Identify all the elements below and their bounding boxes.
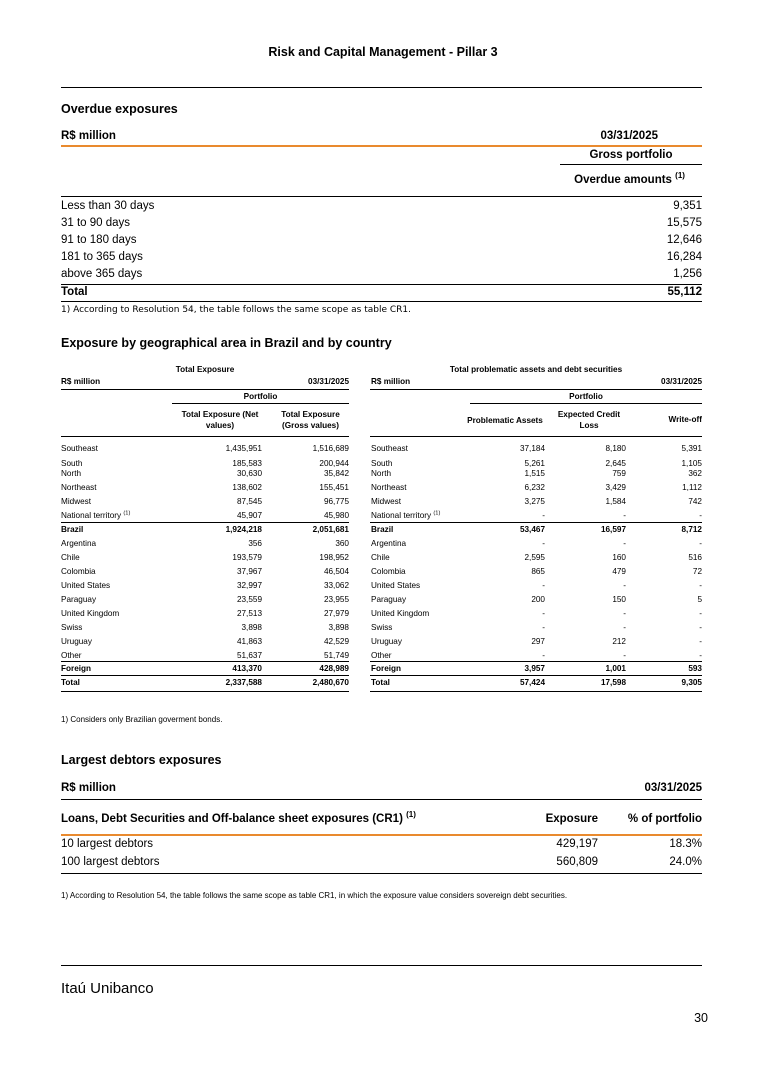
geo-row-writeoff: -	[699, 637, 702, 646]
debtors-row-label: 100 largest debtors	[61, 856, 160, 868]
geo-row-net: 87,545	[236, 497, 262, 506]
geo-row-label-right: Total	[371, 678, 390, 687]
geo-row-problematic: 2,595	[524, 553, 545, 562]
overdue-orange-rule	[61, 145, 702, 147]
geo-row-writeoff: 1,105	[681, 459, 702, 468]
geo-row-gross: 198,952	[319, 553, 349, 562]
geo-row-problematic: 6,232	[524, 483, 545, 492]
geo-row-label: North	[61, 469, 82, 478]
debtors-row-pct: 24.0%	[669, 856, 702, 868]
geo-row-gross: 96,775	[323, 497, 349, 506]
geo-row-writeoff: -	[699, 651, 702, 660]
geo-row-problematic: -	[542, 539, 545, 548]
geo-row-label: Swiss	[61, 623, 83, 632]
geo-row-label-right: South	[371, 459, 393, 468]
geo-row-label: United States	[61, 581, 111, 590]
geo-row-gross: 1,516,689	[312, 444, 349, 453]
geo-row-label: Total	[61, 678, 80, 687]
debtors-unit: R$ million	[61, 782, 116, 794]
geo-row-label-right: United Kingdom	[371, 609, 430, 618]
geo-col-gross: Total Exposure (Gross values)	[281, 410, 340, 430]
geo-row-net: 41,863	[236, 637, 262, 646]
geo-row-label-right: National territory $^{(1)}$	[371, 510, 441, 520]
geo-row-problematic: 5,261	[524, 459, 545, 468]
geo-row-net: 37,967	[236, 567, 262, 576]
geo-row-net: 1,924,218	[225, 525, 262, 534]
geo-row-gross: 45,980	[323, 511, 349, 520]
geo-row-gross: 23,955	[323, 595, 349, 604]
geo-row-label: United Kingdom	[61, 609, 120, 618]
geo-row-gross: 155,451	[319, 483, 349, 492]
geo-row-label: Other	[61, 651, 82, 660]
geo-left-date: 03/31/2025	[308, 377, 349, 386]
geo-row-ecl: 16,597	[600, 525, 626, 534]
geo-row-net: 356	[248, 539, 262, 548]
geo-left-rule2	[61, 436, 349, 437]
debtors-orange-rule	[61, 834, 702, 836]
geo-left-portfolio-rule	[172, 403, 349, 404]
overdue-total-rule-top	[61, 284, 702, 285]
geo-row-ecl: 17,598	[600, 678, 626, 687]
geo-row-gross: 360	[335, 539, 349, 548]
geo-row-label: Colombia	[61, 567, 96, 576]
geo-row-ecl: 479	[612, 567, 626, 576]
geo-row-problematic: 297	[531, 637, 545, 646]
debtors-col-pct: % of portfolio	[627, 813, 702, 825]
geo-row-writeoff: 72	[692, 567, 702, 576]
geo-row-label-right: United States	[371, 581, 421, 590]
geo-row-net: 1,435,951	[225, 444, 262, 453]
geo-row-problematic: -	[542, 581, 545, 590]
geo-row-label-right: Foreign	[371, 664, 402, 673]
geo-left-portfolio: Portfolio	[243, 392, 278, 401]
debtors-row-exposure: 429,197	[556, 838, 598, 850]
geo-row-problematic: 865	[531, 567, 545, 576]
overdue-row-value: 9,351	[673, 200, 702, 212]
geo-right-subtotal-rule	[370, 522, 702, 523]
geo-row-net: 32,997	[236, 581, 262, 590]
debtors-bottom-rule	[61, 873, 702, 874]
geo-row-writeoff: 1,112	[682, 483, 702, 492]
geo-row-problematic: -	[542, 609, 545, 618]
geo-row-writeoff: -	[699, 511, 702, 520]
geo-row-writeoff: 5	[697, 595, 702, 604]
geo-right-portfolio-rule	[470, 403, 702, 404]
geo-row-ecl: -	[623, 651, 626, 660]
geo-col-problematic: Problematic Assets	[467, 416, 543, 425]
debtors-date: 03/31/2025	[644, 782, 702, 794]
geo-row-problematic: -	[542, 511, 545, 520]
geo-row-ecl: 759	[612, 469, 626, 478]
geo-row-writeoff: 8,712	[681, 525, 702, 534]
overdue-row-label: 31 to 90 days	[61, 217, 131, 229]
geo-row-writeoff: -	[699, 539, 702, 548]
debtors-row-exposure: 560,809	[556, 856, 598, 868]
geo-row-net: 3,898	[241, 623, 262, 632]
geo-row-label-right: Colombia	[371, 567, 406, 576]
geo-row-problematic: 57,424	[519, 678, 545, 687]
overdue-row-label: above 365 days	[61, 268, 143, 280]
overdue-total-value: 55,112	[667, 286, 702, 298]
geo-row-label: Midwest	[61, 497, 92, 506]
geo-row-label-right: North	[371, 469, 392, 478]
geo-row-ecl: 1,001	[605, 664, 626, 673]
geo-row-ecl: -	[623, 581, 626, 590]
geo-row-gross: 51,749	[323, 651, 349, 660]
overdue-header-rule	[61, 196, 702, 197]
overdue-row-label: 181 to 365 days	[61, 251, 143, 263]
geo-row-ecl: -	[623, 511, 626, 520]
overdue-unit: R$ million	[61, 130, 116, 142]
geo-right-portfolio: Portfolio	[569, 392, 603, 401]
debtors-section-title: Largest debtors exposures	[61, 753, 222, 767]
debtors-row-pct: 18.3%	[669, 838, 702, 850]
geo-row-writeoff: 593	[688, 664, 702, 673]
geo-row-ecl: 1,584	[605, 497, 626, 506]
geo-right-unit: R$ million	[371, 377, 411, 386]
geo-row-label: Foreign	[61, 664, 92, 673]
geo-row-gross: 428,989	[319, 664, 349, 673]
geo-row-writeoff: 742	[688, 497, 702, 506]
geo-row-label: Argentina	[61, 539, 97, 548]
overdue-portfolio-rule	[560, 164, 702, 165]
geo-row-writeoff: -	[699, 623, 702, 632]
geo-row-problematic: 37,184	[519, 444, 545, 453]
geo-row-label: Northeast	[61, 483, 97, 492]
overdue-footnote: 1) According to Resolution 54, the table follows the same scope as table CR1.	[61, 305, 411, 315]
overdue-date: 03/31/2025	[600, 130, 658, 142]
geo-row-ecl: -	[623, 539, 626, 548]
geo-row-label: Uruguay	[61, 637, 92, 646]
geo-row-label: Chile	[61, 553, 80, 562]
overdue-section-title: Overdue exposures	[61, 102, 178, 116]
overdue-row-label: Less than 30 days	[61, 200, 155, 212]
geo-row-net: 2,337,588	[225, 678, 262, 687]
overdue-col-header: Overdue amounts $^{(1)}$	[574, 171, 685, 186]
geo-row-ecl: 160	[612, 553, 626, 562]
geo-right-rule1	[370, 389, 702, 390]
geo-left-subtotal-rule	[61, 522, 349, 523]
geo-col-net: Total Exposure (Net values)	[181, 410, 259, 430]
geo-row-net: 193,579	[232, 553, 262, 562]
geo-row-problematic: -	[542, 623, 545, 632]
geo-row-net: 23,559	[236, 595, 262, 604]
header-divider	[61, 87, 702, 88]
geo-col-ecl: Expected Credit Loss	[557, 410, 621, 430]
geo-row-net: 27,513	[236, 609, 262, 618]
overdue-row-value: 15,575	[666, 217, 702, 229]
geo-row-ecl: 2,645	[605, 459, 626, 468]
debtors-row-label: 10 largest debtors	[61, 838, 154, 850]
geo-row-problematic: 3,957	[524, 664, 545, 673]
overdue-total-label: Total	[61, 286, 88, 298]
debtors-col-label: Loans, Debt Securities and Off-balance sheet exposures (CR1) $^{(1)}$	[61, 810, 416, 825]
geo-row-ecl: -	[623, 623, 626, 632]
geo-row-label-right: Northeast	[371, 483, 407, 492]
geo-right-rule2	[370, 436, 702, 437]
geo-left-subtotal-rule	[61, 661, 349, 662]
geo-row-label-right: Argentina	[371, 539, 407, 548]
geo-row-ecl: 8,180	[605, 444, 626, 453]
geo-row-label: Brazil	[61, 525, 84, 534]
geo-right-bottom-rule	[370, 691, 702, 692]
geo-row-ecl: 212	[612, 637, 626, 646]
geo-row-label: South	[61, 459, 83, 468]
geo-row-label: Southeast	[61, 444, 98, 453]
debtors-footnote: 1) According to Resolution 54, the table follows the same scope as table CR1, in which the exposure value considers sovereign debt securities.	[61, 891, 568, 900]
geo-row-ecl: 150	[612, 595, 626, 604]
geo-footnote: 1) Considers only Brazilian goverment bonds.	[61, 715, 223, 724]
geo-left-rule1	[61, 389, 349, 390]
geo-row-gross: 3,898	[328, 623, 349, 632]
geo-row-problematic: -	[542, 651, 545, 660]
geo-right-caption: Total problematic assets and debt securities	[449, 365, 623, 374]
geo-row-writeoff: 5,391	[681, 444, 702, 453]
geo-left-bottom-rule	[61, 691, 349, 692]
geo-row-ecl: 3,429	[605, 483, 626, 492]
page-title: Risk and Capital Management - Pillar 3	[268, 45, 498, 59]
geo-row-net: 138,602	[232, 483, 262, 492]
geo-row-gross: 33,062	[323, 581, 349, 590]
overdue-row-value: 16,284	[666, 251, 702, 263]
geo-row-net: 185,583	[232, 459, 262, 468]
geo-row-label-right: Uruguay	[371, 637, 402, 646]
geo-right-subtotal-rule	[370, 675, 702, 676]
geo-row-net: 30,630	[236, 469, 262, 478]
geo-left-unit: R$ million	[61, 377, 101, 386]
geo-row-label-right: Swiss	[371, 623, 393, 632]
geo-row-label-right: Brazil	[371, 525, 394, 534]
geo-row-gross: 46,504	[323, 567, 349, 576]
geo-right-subtotal-rule	[370, 661, 702, 662]
geo-row-problematic: 1,515	[524, 469, 545, 478]
geo-row-writeoff: -	[699, 581, 702, 590]
geo-row-problematic: 200	[531, 595, 545, 604]
geo-row-gross: 35,842	[323, 469, 349, 478]
geo-left-caption: Total Exposure	[175, 365, 235, 374]
footer-company: Itaú Unibanco	[61, 980, 154, 997]
geo-row-gross: 27,979	[323, 609, 349, 618]
footer-page-number: 30	[694, 1011, 708, 1025]
geo-row-net: 51,637	[236, 651, 262, 660]
geo-section-title: Exposure by geographical area in Brazil and by country	[61, 336, 392, 350]
overdue-portfolio-header: Gross portfolio	[589, 149, 673, 161]
geo-row-gross: 200,944	[319, 459, 349, 468]
geo-row-net: 45,907	[236, 511, 262, 520]
overdue-row-label: 91 to 180 days	[61, 234, 137, 246]
footer-divider	[61, 965, 702, 966]
geo-left-subtotal-rule	[61, 675, 349, 676]
geo-row-net: 413,370	[232, 664, 262, 673]
overdue-row-value: 1,256	[673, 268, 702, 280]
geo-row-writeoff: 9,305	[681, 678, 702, 687]
geo-row-label-right: Other	[371, 651, 392, 660]
geo-row-gross: 2,051,681	[312, 525, 349, 534]
geo-col-writeoff: Write-off	[668, 415, 702, 424]
geo-row-gross: 2,480,670	[312, 678, 349, 687]
overdue-total-rule-bottom	[61, 301, 702, 302]
geo-row-label: National territory $^{(1)}$	[61, 510, 131, 520]
geo-right-date: 03/31/2025	[661, 377, 702, 386]
geo-row-problematic: 53,467	[519, 525, 545, 534]
debtors-rule1	[61, 799, 702, 800]
geo-row-gross: 42,529	[323, 637, 349, 646]
geo-row-label-right: Paraguay	[371, 595, 407, 604]
geo-row-label-right: Chile	[371, 553, 390, 562]
geo-row-label-right: Midwest	[371, 497, 402, 506]
geo-row-writeoff: 362	[688, 469, 702, 478]
debtors-col-exposure: Exposure	[545, 813, 598, 825]
geo-row-label-right: Southeast	[371, 444, 408, 453]
geo-row-ecl: -	[623, 609, 626, 618]
overdue-row-value: 12,646	[666, 234, 702, 246]
geo-row-writeoff: -	[699, 609, 702, 618]
geo-row-problematic: 3,275	[524, 497, 545, 506]
geo-row-writeoff: 516	[688, 553, 702, 562]
geo-row-label: Paraguay	[61, 595, 97, 604]
